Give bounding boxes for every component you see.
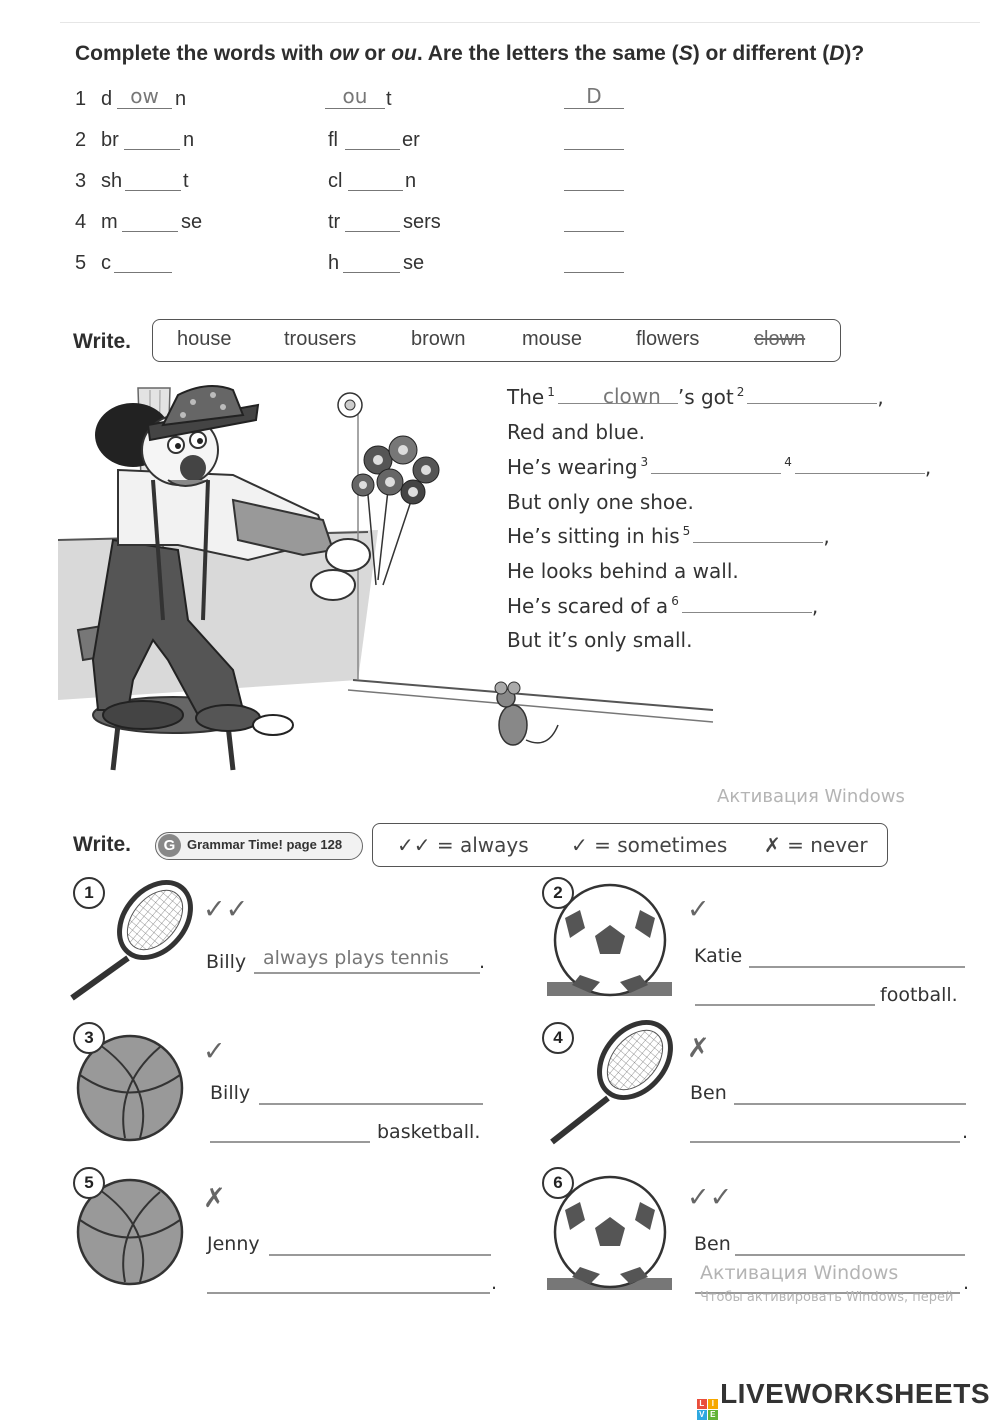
word1-end: se: [181, 211, 203, 233]
item-end: .: [479, 951, 486, 973]
same-different-blank[interactable]: [564, 129, 624, 156]
frequency-marks: ✓: [203, 1036, 226, 1067]
word2-blank[interactable]: [345, 211, 400, 238]
poem-line-7: He’s scared of a $^6$ ,: [507, 594, 819, 618]
poem-answer-1: clown: [603, 384, 661, 408]
answer-line[interactable]: [259, 1103, 483, 1105]
word-bank-item: brown: [411, 328, 466, 350]
same-different-blank[interactable]: [564, 252, 624, 279]
word2-end: er: [402, 129, 420, 151]
word2-end: t: [386, 88, 392, 110]
liveworksheets-icon: L I V E: [697, 1399, 718, 1420]
word1-start: m: [101, 211, 118, 233]
item-subject: Ben: [694, 1233, 731, 1255]
poem-blank-5[interactable]: [693, 524, 823, 543]
word2-end: se: [403, 252, 425, 274]
word1-start: d: [101, 88, 113, 110]
item-number: 5: [73, 1167, 105, 1199]
item-number: 4: [542, 1022, 574, 1054]
answer-line[interactable]: [735, 1254, 965, 1256]
answer-line[interactable]: [734, 1103, 966, 1105]
windows-watermark-title: Активация Windows: [700, 1262, 899, 1284]
poem-line-2: Red and blue.: [507, 420, 645, 444]
same-different-answer: D: [586, 84, 602, 108]
word1-blank[interactable]: [125, 170, 181, 197]
word1-end: n: [175, 88, 187, 110]
word-bank: [152, 319, 841, 362]
word1-blank[interactable]: [122, 211, 178, 238]
poem-line-6: He looks behind a wall.: [507, 559, 739, 583]
grammar-icon: G: [158, 834, 181, 857]
row-number: 3: [75, 170, 87, 192]
word1-end: t: [183, 170, 189, 192]
word2-blank[interactable]: [348, 170, 403, 197]
windows-watermark: Активация Windows: [717, 786, 905, 806]
windows-watermark-sub: Чтобы активировать Windows, перей: [700, 1290, 954, 1305]
answer-line[interactable]: [254, 972, 480, 974]
word2-start: fl: [328, 129, 338, 151]
key-always: ✓✓ = always: [397, 833, 529, 857]
mouse-illustration: [495, 682, 558, 745]
liveworksheets-logo[interactable]: L I V E LIVEWORKSHEETS: [697, 1378, 990, 1420]
item-subject: Ben: [690, 1082, 727, 1104]
poem-blank-4[interactable]: [795, 455, 925, 474]
answer-line[interactable]: [695, 1004, 875, 1006]
poem-blank-3[interactable]: [651, 455, 781, 474]
answer-line[interactable]: [269, 1254, 491, 1256]
item-end: .: [491, 1272, 498, 1294]
word2-start: h: [328, 252, 340, 274]
word2-blank[interactable]: [343, 252, 400, 279]
poem-line-5: He’s sitting in his $^5$ ,: [507, 524, 830, 548]
word1-end: n: [183, 129, 195, 151]
item-subject: Billy: [206, 951, 247, 973]
item-number: 2: [542, 877, 574, 909]
item-end: football.: [880, 984, 958, 1006]
row-number: 5: [75, 252, 87, 274]
frequency-marks: ✓: [687, 894, 710, 925]
word-bank-item: mouse: [522, 328, 583, 350]
row-number: 4: [75, 211, 87, 233]
item-number: 1: [73, 877, 105, 909]
item-number: 6: [542, 1167, 574, 1199]
word-bank-item: flowers: [636, 328, 700, 350]
same-different-blank[interactable]: [564, 211, 624, 238]
item-number: 3: [73, 1022, 105, 1054]
word1-answer: ow: [130, 84, 159, 108]
poem-line-3: He’s wearing $^3$ $^4$ ,: [507, 455, 932, 479]
word2-start: cl: [328, 170, 343, 192]
exercise3-label: Write.: [73, 833, 131, 856]
answer-line[interactable]: [207, 1292, 490, 1294]
grammar-time-link[interactable]: G Grammar Time! page 128: [155, 832, 363, 860]
word1-start: sh: [101, 170, 123, 192]
word1-blank[interactable]: [114, 252, 172, 279]
frequency-marks: ✓✓: [687, 1182, 733, 1213]
word-bank-item: trousers: [284, 328, 357, 350]
clown-hand: [326, 539, 370, 571]
word2-answer: ou: [342, 84, 368, 108]
word2-end: n: [405, 170, 417, 192]
item-subject: Katie: [694, 945, 743, 967]
item-end: basketball.: [377, 1121, 481, 1143]
word1-start: c: [101, 252, 111, 274]
poem-line-1: The $^1$ ’s got $^2$ ,: [507, 385, 884, 409]
word-bank-item: house: [177, 328, 232, 350]
poem-line-8: But it’s only small.: [507, 628, 693, 652]
frequency-marks: ✓✓: [203, 894, 249, 925]
item-answer: always plays tennis: [263, 947, 449, 969]
item-subject: Billy: [210, 1082, 251, 1104]
top-divider: [60, 22, 980, 23]
word2-blank[interactable]: [345, 129, 400, 156]
item-end: .: [963, 1272, 970, 1294]
key-sometimes: ✓ = sometimes: [571, 833, 728, 857]
word-bank-item-used: clown: [754, 328, 806, 350]
exercise1-instructions: Complete the words with ow or ou. Are the letters the same (S) or different (D)?: [75, 42, 865, 65]
word2-end: sers: [403, 211, 441, 233]
row-number: 1: [75, 88, 87, 110]
poem-blank-6[interactable]: [682, 594, 812, 613]
word2-start: tr: [328, 211, 341, 233]
tennis-racket-icon: [552, 1009, 685, 1142]
flowers-bouquet: [352, 436, 439, 504]
answer-line[interactable]: [749, 966, 965, 968]
key-never: ✗ = never: [764, 833, 868, 857]
poem-blank-2[interactable]: [747, 385, 877, 404]
poem-line-4: But only one shoe.: [507, 490, 694, 514]
answer-line[interactable]: [210, 1141, 370, 1143]
frequency-marks: ✗: [687, 1033, 710, 1064]
item-subject: Jenny: [207, 1233, 260, 1255]
row-number: 2: [75, 129, 87, 151]
sports-illustrations: [60, 870, 1000, 1310]
word1-blank[interactable]: [124, 129, 180, 156]
same-different-blank[interactable]: [564, 170, 624, 197]
clown-nose: [180, 455, 206, 481]
frequency-marks: ✗: [203, 1183, 226, 1214]
item-end: .: [962, 1121, 969, 1143]
exercise2-label: Write.: [73, 330, 131, 353]
word1-start: br: [101, 129, 119, 151]
frequency-key: [372, 823, 888, 867]
clown-shoe: [103, 701, 183, 729]
answer-line[interactable]: [690, 1141, 960, 1143]
